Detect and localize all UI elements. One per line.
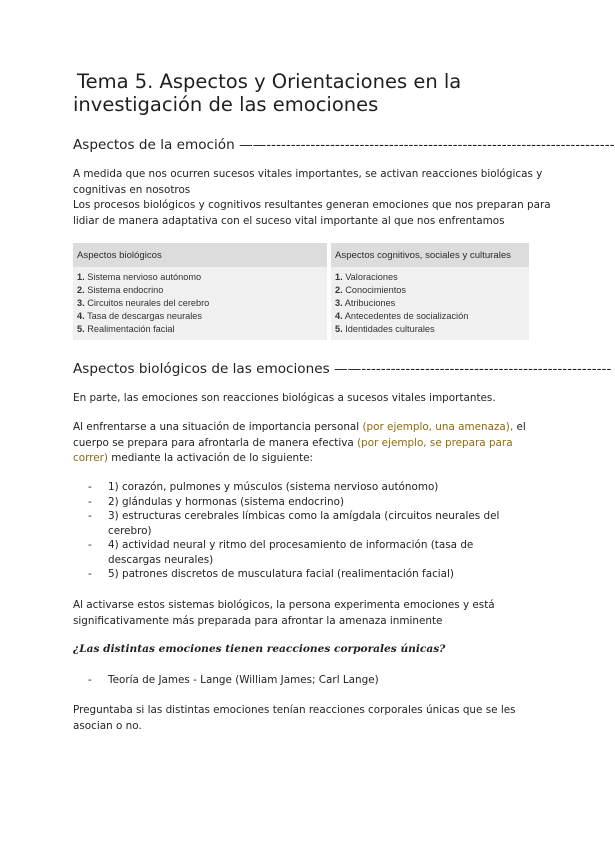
list-item: - 4) actividad neural y ritmo del procesamiento de información (tasa de descargas neurales) [88, 539, 474, 566]
example-highlight: (por ejemplo, se prepara para [357, 436, 513, 449]
biological-list [73, 267, 329, 340]
paragraph-emociones-reacciones: En parte, las emociones son reacciones biológicas a sucesos vitales importantes. [73, 392, 496, 404]
list-item: 2. Conocimientos [335, 285, 407, 295]
paragraph-line: cuerpo se prepara para afrontarla de manera efectiva (por ejemplo, se prepara para [73, 436, 513, 449]
paragraph-line: correr) mediante la activación de lo siguiente: [73, 452, 314, 464]
intro-line: lidiar de manera adaptativa con el suceso vital importante al que nos enfrentamos [73, 214, 505, 227]
question-heading: ¿Las distintas emociones tienen reacciones corporales únicas? [73, 643, 446, 655]
title-line-1: Tema 5. Aspectos y Orientaciones en la [77, 70, 462, 93]
list-item: 5. Identidades culturales [335, 324, 435, 334]
table-header-cognitive: Aspectos cognitivos, sociales y culturales [329, 243, 529, 267]
title-line-2: investigación de las emociones [73, 93, 379, 116]
list-item: - 3) estructuras cerebrales límbicas como la amígdala (circuitos neurales del cerebro) [88, 510, 500, 537]
paragraph-line: Al enfrentarse a una situación de importancia personal (por ejemplo, una amenaza), el [73, 421, 526, 433]
theory-list [88, 673, 528, 688]
table-header-biological: Aspectos biológicos [73, 243, 329, 267]
section-heading-aspectos-biologicos: Aspectos biológicos de las emociones ——--------------------------------------------------- [73, 361, 612, 377]
list-item: 3. Atribuciones [335, 298, 396, 308]
intro-line: A medida que nos ocurren sucesos vitales importantes, se activan reacciones biológicas y [73, 168, 543, 180]
paragraph-line: significativamente más preparada para afrontar la amenaza inminente [73, 614, 443, 627]
cognitive-list [329, 267, 529, 340]
intro-line: Los procesos biológicos y cognitivos resultantes generan emociones que nos preparan para [73, 199, 551, 211]
biological-systems-list [88, 480, 528, 582]
list-item: 5. Realimentación facial [77, 324, 175, 334]
paragraph-james-lange [73, 703, 533, 734]
paragraph-line: Al activarse estos sistemas biológicos, la persona experimenta emociones y está [73, 599, 495, 611]
list-item: 4. Antecedentes de socialización [335, 311, 469, 321]
example-highlight: (por ejemplo, una amenaza), [362, 421, 514, 433]
list-item: - 1) corazón, pulmones y músculos (sistema nervioso autónomo) [88, 481, 439, 493]
list-item: 1. Sistema nervioso autónomo [77, 272, 202, 282]
paragraph-line: Preguntaba si las distintas emociones tenían reacciones corporales únicas que se les [73, 704, 516, 716]
list-item: 4. Tasa de descargas neurales [77, 311, 202, 321]
paragraph-line: asocian o no. [73, 719, 142, 732]
list-item: 1. Valoraciones [335, 272, 398, 282]
list-item: 2. Sistema endocrino [77, 285, 164, 295]
example-highlight: correr) [73, 452, 108, 464]
list-item: - 5) patrones discretos de musculatura facial (realimentación facial) [88, 568, 454, 580]
intro-paragraph [73, 167, 551, 229]
list-item: - 2) glándulas y hormonas (sistema endocrino) [88, 495, 345, 508]
paragraph-activarse-sistemas [73, 598, 533, 629]
list-item: - Teoría de James - Lange (William James; Carl Lange) [88, 674, 379, 686]
aspects-table [73, 243, 529, 340]
page-title [73, 70, 543, 116]
list-item: 3. Circuitos neurales del cerebro [77, 298, 210, 308]
paragraph-situacion-importancia [73, 420, 533, 467]
intro-line: cognitivas en nosotros [73, 183, 191, 196]
section-heading-aspectos-emocion: Aspectos de la emoción ——----------------------------------------------------------------------- [73, 137, 615, 153]
